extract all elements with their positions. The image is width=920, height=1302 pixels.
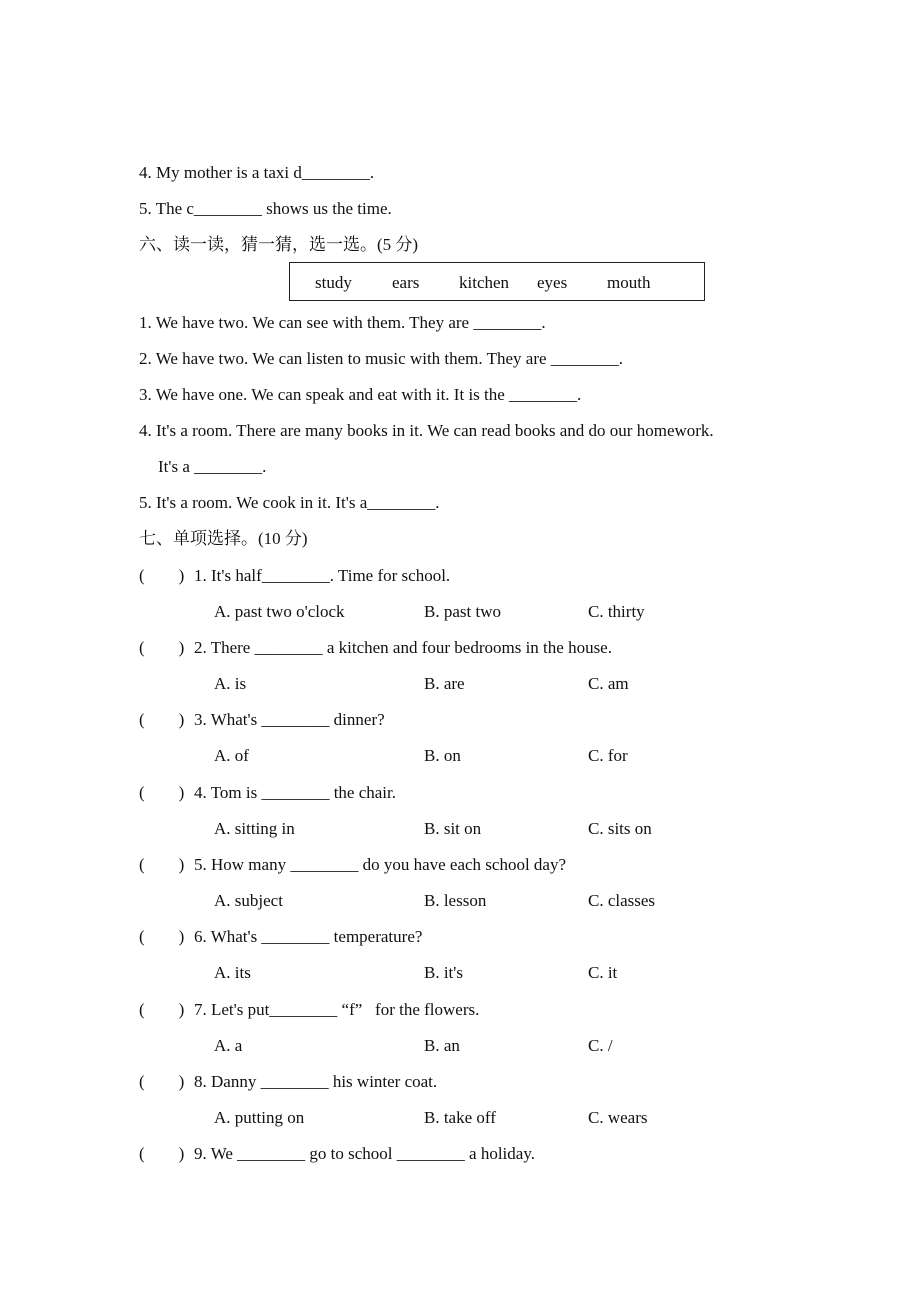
option-a: A. putting on: [214, 1108, 305, 1127]
question-5: 5. How many ________ do you have each school day?: [194, 855, 567, 874]
answer-paren: ( ): [139, 1000, 185, 1019]
option-a: A. is: [214, 674, 247, 693]
option-c: C. wears: [588, 1108, 648, 1127]
option-c: C. for: [588, 746, 628, 765]
guess-item-1: 1. We have two. We can see with them. They are ________.: [139, 313, 546, 332]
word-bank-word: mouth: [607, 273, 651, 292]
guess-item-4: 4. It's a room. There are many books in it. We can read books and do our homework.: [139, 421, 714, 440]
answer-paren: ( ): [139, 1144, 185, 1163]
question-3: 3. What's ________ dinner?: [194, 710, 385, 729]
option-b: B. an: [424, 1036, 460, 1055]
guess-item-4-continued: It's a ________.: [158, 457, 267, 476]
option-c: C. thirty: [588, 602, 645, 621]
option-c: C. am: [588, 674, 629, 693]
word-bank-box: [289, 262, 705, 301]
option-b: B. sit on: [424, 819, 482, 838]
word-bank-word: study: [315, 273, 352, 292]
guess-item-5: 5. It's a room. We cook in it. It's a________.: [139, 493, 440, 512]
option-b: B. on: [424, 746, 461, 765]
option-a: A. a: [214, 1036, 243, 1055]
answer-paren: ( ): [139, 710, 185, 729]
answer-paren: ( ): [139, 855, 185, 874]
option-b: B. take off: [424, 1108, 496, 1127]
answer-paren: ( ): [139, 927, 185, 946]
option-b: B. past two: [424, 602, 501, 621]
word-bank-word: ears: [392, 273, 420, 292]
answer-paren: ( ): [139, 638, 185, 657]
fill-item-5: 5. The c________ shows us the time.: [139, 199, 392, 218]
answer-paren: ( ): [139, 566, 185, 585]
section-7-heading: 七、单项选择。(10 分): [139, 529, 308, 548]
option-a: A. past two o'clock: [214, 602, 345, 621]
option-a: A. sitting in: [214, 819, 295, 838]
option-b: B. lesson: [424, 891, 487, 910]
word-bank-word: kitchen: [459, 273, 510, 292]
option-a: A. its: [214, 963, 251, 982]
option-c: C. it: [588, 963, 618, 982]
guess-item-3: 3. We have one. We can speak and eat with it. It is the ________.: [139, 385, 582, 404]
option-a: A. subject: [214, 891, 283, 910]
option-c: C. /: [588, 1036, 613, 1055]
question-1: 1. It's half________. Time for school.: [194, 566, 451, 585]
question-4: 4. Tom is ________ the chair.: [194, 783, 397, 802]
section-6-heading: 六、读一读，猜一猜，选一选。(5 分): [139, 235, 419, 254]
option-c: C. classes: [588, 891, 656, 910]
fill-item-4: 4. My mother is a taxi d________.: [139, 163, 375, 182]
option-b: B. are: [424, 674, 465, 693]
question-7: 7. Let's put________ “f” for the flowers.: [194, 1000, 480, 1019]
question-2: 2. There ________ a kitchen and four bedrooms in the house.: [194, 638, 612, 657]
question-9: 9. We ________ go to school ________ a holiday.: [194, 1144, 535, 1163]
option-c: C. sits on: [588, 819, 652, 838]
option-b: B. it's: [424, 963, 463, 982]
guess-item-2: 2. We have two. We can listen to music with them. They are ________.: [139, 349, 624, 368]
word-bank-word: eyes: [537, 273, 568, 292]
answer-paren: ( ): [139, 783, 185, 802]
option-a: A. of: [214, 746, 249, 765]
question-6: 6. What's ________ temperature?: [194, 927, 423, 946]
answer-paren: ( ): [139, 1072, 185, 1091]
question-8: 8. Danny ________ his winter coat.: [194, 1072, 438, 1091]
